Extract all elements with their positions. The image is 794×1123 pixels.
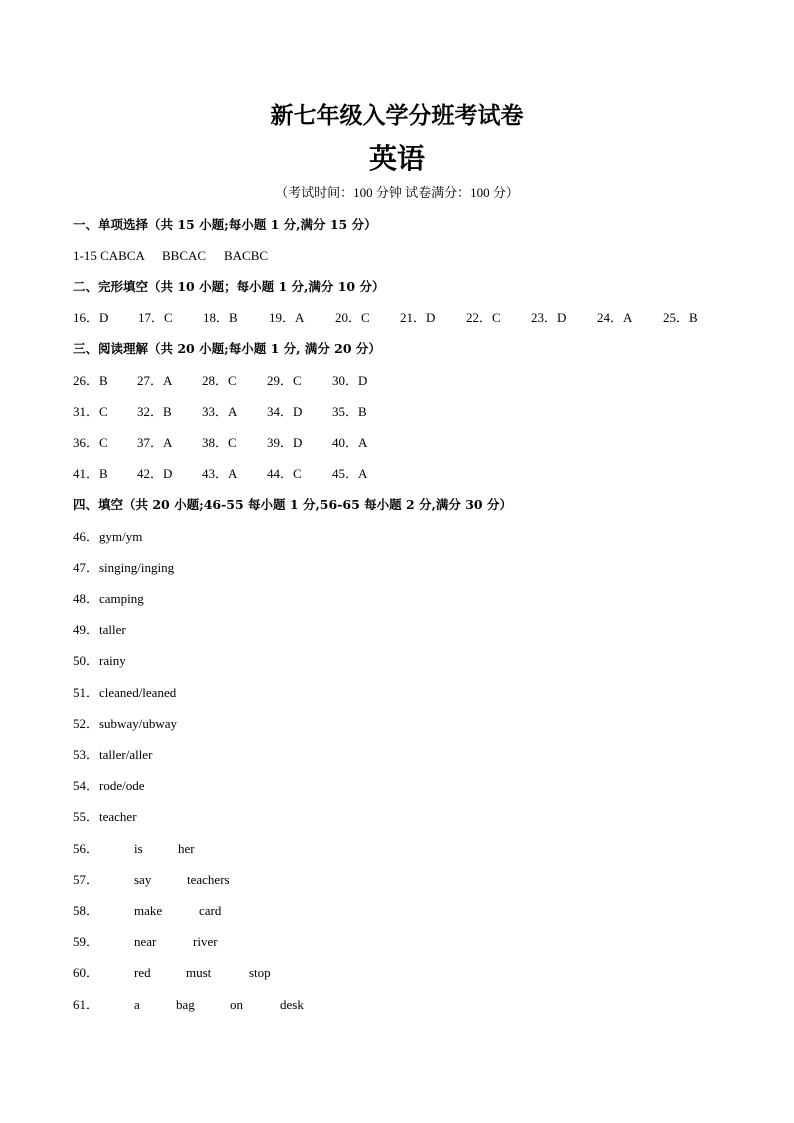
answer-item: 45．A bbox=[332, 466, 368, 481]
question-number: 58． bbox=[73, 903, 100, 918]
answer-item: 32．B bbox=[137, 404, 172, 419]
section-3-heading: 三、阅读理解（共 20 小题;每小题 1 分, 满分 20 分） bbox=[73, 341, 381, 356]
section-1-heading: 一、单项选择（共 15 小题;每小题 1 分,满分 15 分） bbox=[73, 217, 377, 232]
answer-item: 25．B bbox=[663, 310, 698, 325]
answer-item: 21．D bbox=[400, 310, 436, 325]
answer-word: red bbox=[134, 965, 151, 980]
fill-multi-answer bbox=[73, 838, 373, 860]
answer-item: 43．A bbox=[202, 466, 238, 481]
fill-answer: 46．gym/ym bbox=[73, 529, 143, 544]
section-3-answer-row bbox=[73, 432, 393, 454]
answer-item: 31．C bbox=[73, 404, 108, 419]
fill-answer: 54．rode/ode bbox=[73, 778, 145, 793]
fill-answer: 52．subway/ubway bbox=[73, 716, 177, 731]
answer-word: teachers bbox=[187, 872, 230, 887]
page-title: 新七年级入学分班考试卷 bbox=[270, 102, 524, 129]
fill-multi-answer bbox=[73, 962, 373, 984]
answer-word: a bbox=[134, 997, 140, 1012]
fill-answer: 55．teacher bbox=[73, 809, 137, 824]
answer-item: 23．D bbox=[531, 310, 567, 325]
fill-multi-answer bbox=[73, 931, 373, 953]
answer-word: must bbox=[186, 965, 212, 980]
subject-title: 英语 bbox=[368, 142, 425, 175]
answer-word: is bbox=[134, 841, 143, 856]
answer-item: 37．A bbox=[137, 435, 173, 450]
fill-answer: 48．camping bbox=[73, 591, 144, 606]
answer-item: 17．C bbox=[138, 310, 173, 325]
section-3-answer-row bbox=[73, 370, 393, 392]
answer-item: 39．D bbox=[267, 435, 303, 450]
answer-word: stop bbox=[249, 965, 271, 980]
answer-item: 34．D bbox=[267, 404, 303, 419]
fill-answer: 51．cleaned/leaned bbox=[73, 685, 177, 700]
answer-item: 35．B bbox=[332, 404, 367, 419]
fill-answer: 49．taller bbox=[73, 622, 126, 637]
question-number: 59． bbox=[73, 934, 100, 949]
answer-word: make bbox=[134, 903, 163, 918]
answer-word: card bbox=[199, 903, 222, 918]
answer-word: bag bbox=[176, 997, 195, 1012]
answer-item: 42．D bbox=[137, 466, 173, 481]
exam-info: （考试时间：100 分钟 试卷满分：100 分） bbox=[275, 185, 519, 200]
answer-item: 19．A bbox=[269, 310, 305, 325]
fill-answer: 53．taller/aller bbox=[73, 747, 153, 762]
answer-group: 1-15 CABCA bbox=[73, 248, 145, 263]
question-number: 57． bbox=[73, 872, 100, 887]
fill-multi-answer bbox=[73, 994, 373, 1016]
fill-multi-answer bbox=[73, 869, 373, 891]
question-number: 56． bbox=[73, 841, 100, 856]
question-number: 61． bbox=[73, 997, 100, 1012]
answer-group: BACBC bbox=[224, 248, 269, 263]
answer-item: 18．B bbox=[203, 310, 238, 325]
answer-item: 38．C bbox=[202, 435, 237, 450]
section-2-heading: 二、完形填空（共 10 小题；每小题 1 分,满分 10 分） bbox=[73, 279, 385, 294]
section-3-answer-row bbox=[73, 401, 393, 423]
section-3-answer-row bbox=[73, 463, 393, 485]
fill-multi-answer bbox=[73, 900, 373, 922]
answer-word: say bbox=[134, 872, 152, 887]
answer-item: 26．B bbox=[73, 373, 108, 388]
answer-item: 27．A bbox=[137, 373, 173, 388]
answer-item: 16．D bbox=[73, 310, 109, 325]
fill-answer: 47．singing/inging bbox=[73, 560, 175, 575]
answer-item: 41．B bbox=[73, 466, 108, 481]
answer-item: 22．C bbox=[466, 310, 501, 325]
question-number: 60． bbox=[73, 965, 100, 980]
answer-word: near bbox=[134, 934, 157, 949]
section-2-answers bbox=[73, 307, 733, 329]
answer-item: 20．C bbox=[335, 310, 370, 325]
answer-item: 40．A bbox=[332, 435, 368, 450]
answer-word: desk bbox=[280, 997, 304, 1012]
answer-word: on bbox=[230, 997, 243, 1012]
answer-item: 44．C bbox=[267, 466, 302, 481]
answer-group: BBCAC bbox=[162, 248, 207, 263]
answer-item: 24．A bbox=[597, 310, 633, 325]
answer-item: 30．D bbox=[332, 373, 368, 388]
answer-item: 36．C bbox=[73, 435, 108, 450]
fill-answer: 50．rainy bbox=[73, 653, 126, 668]
section-4-heading: 四、填空（共 20 小题;46-55 每小题 1 分,56-65 每小题 2 分,满分 30 分） bbox=[73, 497, 512, 512]
answer-item: 29．C bbox=[267, 373, 302, 388]
answer-item: 33．A bbox=[202, 404, 238, 419]
answer-item: 28．C bbox=[202, 373, 237, 388]
answer-word: river bbox=[193, 934, 218, 949]
answer-word: her bbox=[178, 841, 195, 856]
